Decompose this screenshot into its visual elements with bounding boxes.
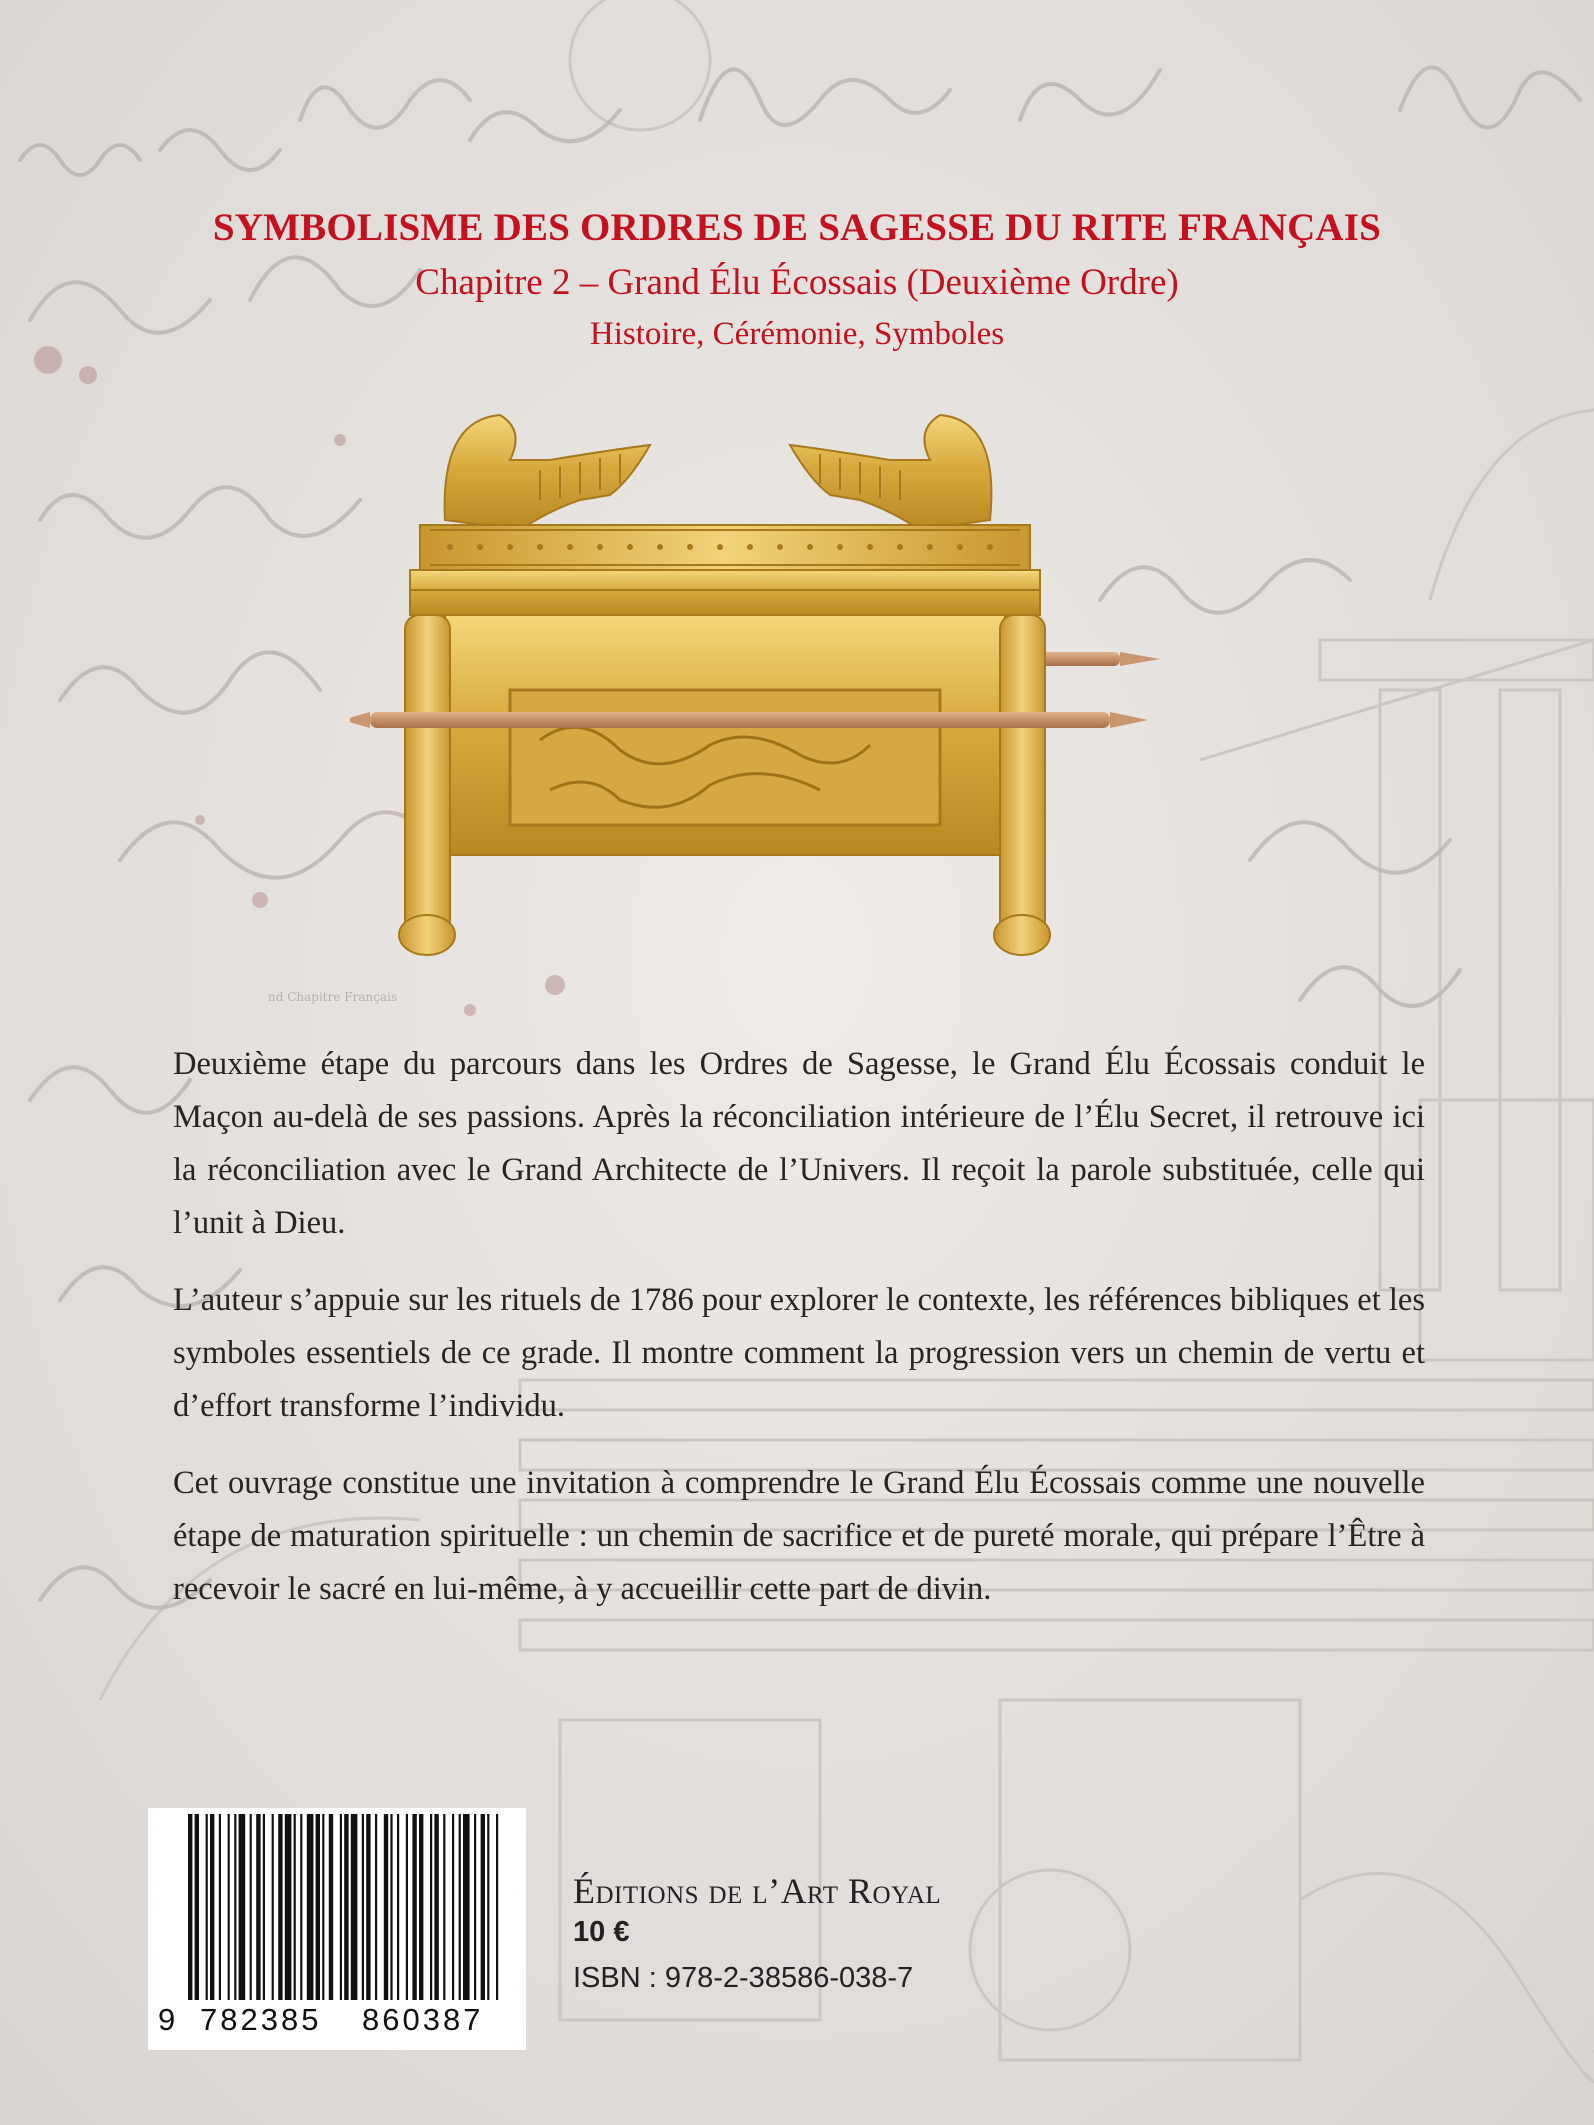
- barcode-bar: [285, 1814, 292, 2000]
- barcode-bar: [434, 1814, 438, 2000]
- image-credit: nd Chapitre Français: [268, 990, 398, 1004]
- barcode-bar: [496, 1814, 498, 2000]
- barcode-bar: [294, 1814, 296, 2000]
- barcode-bar: [329, 1814, 333, 2000]
- barcode-bar: [219, 1814, 221, 2000]
- barcode-bar: [419, 1814, 423, 2000]
- barcode-bar: [443, 1814, 445, 2000]
- barcode-bar: [375, 1814, 377, 2000]
- barcode-bar: [362, 1814, 364, 2000]
- barcode-bar: [263, 1814, 265, 2000]
- description-paragraph: L’auteur s’appuie sur les rituels de 1786 pour explorer le contexte, les références bibliques et les symboles essentiels de ce grade. Il montre comment la progression vers un chemin de vertu et d’effort transforme l’individu.: [173, 1282, 1425, 1424]
- barcode-digits-right: 860387: [362, 2002, 484, 2037]
- barcode-bar: [210, 1814, 214, 2000]
- barcode-bar: [340, 1814, 342, 2000]
- description-paragraph: Deuxième étape du parcours dans les Ordres de Sagesse, le Grand Élu Écossais conduit le Maçon au-delà de ses passions. Après la réconciliation intérieure de l’Élu Secret, il retrouve ici la réconciliation avec le Grand Architecte de l’Univers. Il reçoit la parole substituée, celle qui l’unit à Dieu.: [173, 1046, 1425, 1241]
- barcode-bar: [474, 1814, 476, 2000]
- barcode-bar: [406, 1814, 408, 2000]
- barcode-digit-first: 9: [158, 2002, 176, 2037]
- publisher-name: Éditions de l’Art Royal: [573, 1871, 942, 1911]
- barcode-bar: [228, 1814, 230, 2000]
- barcode-bar: [300, 1814, 302, 2000]
- barcode-bar: [481, 1814, 485, 2000]
- price-label: 10 €: [573, 1916, 630, 1948]
- barcode-digits-left: 782385: [200, 2002, 322, 2037]
- barcode-bar: [278, 1814, 282, 2000]
- description-paragraph: Cet ouvrage constitue une invitation à comprendre le Grand Élu Écossais comme une nouvelle étape de maturation spirituelle : un chemin de sacrifice et de pureté morale, qui prépare l’Être à recevoir le sacré en lui-même, à y accueillir cette part de divin.: [173, 1465, 1425, 1607]
- barcode-bar: [390, 1814, 392, 2000]
- barcode-bar: [397, 1814, 399, 2000]
- ark-of-covenant-image: [350, 400, 1250, 960]
- barcode-bar: [344, 1814, 348, 2000]
- book-subtitle: Chapitre 2 – Grand Élu Écossais (Deuxième Ordre): [415, 262, 1179, 303]
- barcode-bar: [195, 1814, 199, 2000]
- book-tagline: Histoire, Cérémonie, Symboles: [589, 316, 1005, 352]
- barcode-bar: [384, 1814, 388, 2000]
- barcode-bar: [188, 1814, 192, 2000]
- barcode-bar: [206, 1814, 208, 2000]
- barcode-bar: [307, 1814, 314, 2000]
- barcode-bar: [463, 1814, 470, 2000]
- book-description: [173, 1038, 1425, 1640]
- barcode-bar: [430, 1814, 432, 2000]
- barcode-bar: [322, 1814, 324, 2000]
- barcode-bar: [452, 1814, 454, 2000]
- barcode-bar: [412, 1814, 416, 2000]
- barcode-bar: [250, 1814, 252, 2000]
- barcode-bar: [256, 1814, 260, 2000]
- barcode-bar: [272, 1814, 274, 2000]
- barcode-bar: [234, 1814, 236, 2000]
- isbn-number: ISBN : 978-2-38586-038-7: [573, 1962, 914, 1994]
- barcode-bars: [148, 1808, 526, 2004]
- barcode-bar: [459, 1814, 461, 2000]
- isbn-barcode: [148, 1808, 526, 2050]
- barcode-bar: [239, 1814, 246, 2000]
- barcode-digits: [148, 2002, 526, 2048]
- barcode-bar: [487, 1814, 489, 2000]
- book-title: SYMBOLISME DES ORDRES DE SAGESSE DU RITE FRANÇAIS: [212, 206, 1382, 249]
- barcode-bar: [351, 1814, 358, 2000]
- barcode-bar: [366, 1814, 370, 2000]
- barcode-bar: [316, 1814, 320, 2000]
